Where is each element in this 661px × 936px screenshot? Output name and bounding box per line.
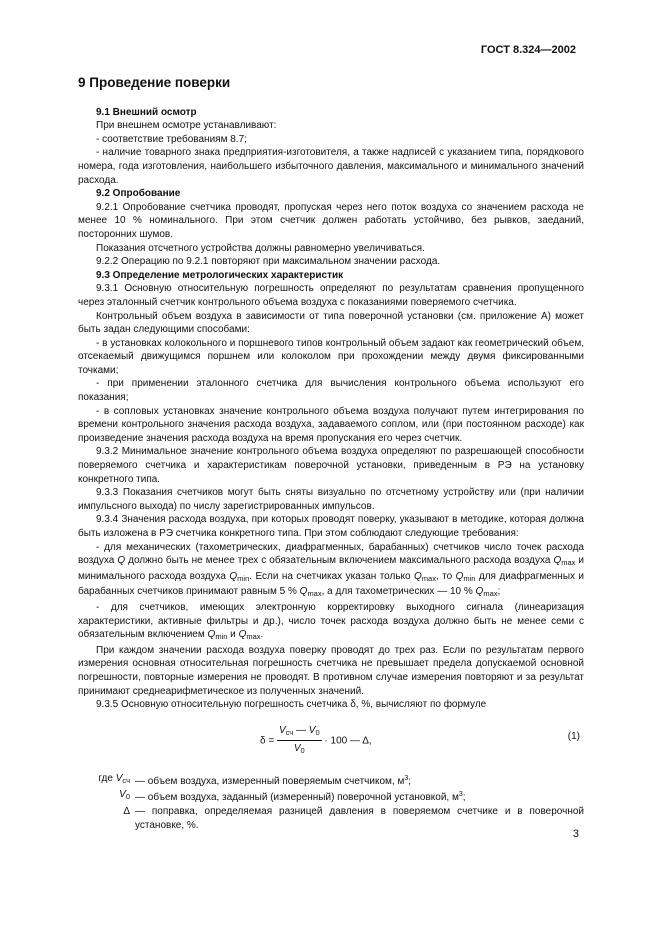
list-item: - в установках колокольного и поршневого типов контрольный объем задают как геометрический объем, отсекаемый движущимся поршнем или колоколом при прохождении между двумя фиксированными точками; [78, 337, 584, 376]
subsection-9-3-title: 9.3 Определение метрологических характеристик [96, 269, 344, 281]
list-item: - для механических (тахометрических, диафрагменных, барабанных) счетчиков число точек расхода воздуха Q должно быть не менее трех с обязательным включением максимального расхода воздуха $Q_{max}$ и минимального расхода воздуха $Q_{min}$. Если на счетчиках указан только $Q_{max}$, то $Q_{min}$ для диафрагменных и барабанных счетчиков принимают равным 5 % $Q_{max}$, а для тахометрических — 10 % $Q_{max}$; [78, 541, 585, 599]
paragraph: 9.2.2 Операцию по 9.2.1 повторяют при максимальном значении расхода. [96, 256, 441, 268]
list-item: - при применении эталонного счетчика для вычисления контрольного объема используют его показания; [78, 378, 584, 404]
list-item: - в сопловых установках значение контрольного объема воздуха получают путем интегрирования по времени контрольного значения расхода воздуха, задаваемого соплом, или (при постоянном расходе) как произведение значения расхода воздуха на время пропускания его через счетчик. [78, 405, 584, 444]
paragraph: 9.3.2 Минимальное значение контрольного объема воздуха определяют по разрешающей способности поверяемого счетчика и характеристикам поверочной установки, приведенным в РЭ на установку конкретного типа. [78, 446, 584, 485]
paragraph: 9.3.4 Значения расхода воздуха, при которых проводят поверку, указывают в методике, которая должна быть изложена в РЭ счетчика конкретного типа. При этом соблюдают следующие требования: [78, 514, 584, 539]
formula-expression: δ = $\frac{V_{сч} — V_0}{V_0}$ · 100 — Δ, [260, 724, 372, 756]
paragraph: При внешнем осмотре устанавливают: [96, 120, 277, 132]
page-number: 3 [572, 828, 579, 840]
formula-1 [78, 720, 584, 766]
paragraph: Показания отсчетного устройства должны равномерно увеличиваться. [96, 242, 425, 254]
page-body [78, 74, 584, 832]
paragraph: 9.3.1 Основную относительную погрешность определяют по результатам сравнения пропущенного через эталонный счетчик контрольного объема воздуха с показаниями поверяемого счетчика. [78, 283, 584, 308]
list-item: - соответствие требованиям 8.7; [96, 133, 247, 145]
paragraph: 9.3.3 Показания счетчиков могут быть сняты визуально по отсчетному устройству или (при наличии импульсного выхода) по числу зарегистрированных импульсов. [78, 487, 584, 512]
formula-number: (1) [567, 730, 580, 742]
where-item: Δ — поправка, определяемая разницей давления в поверяемом счетчике и в поверочной установке, %. [123, 805, 584, 831]
where-item: $V_0$ — объем воздуха, заданный (измеренный) поверочной установкой, $м^3$; [119, 789, 466, 804]
subsection-9-1-title: 9.1 Внешний осмотр [96, 106, 197, 118]
where-list [78, 772, 584, 832]
paragraph: 9.3.5 Основную относительную погрешность счетчика δ, %, вычисляют по формуле [96, 699, 487, 711]
section-title: 9 Проведение поверки [78, 75, 231, 90]
list-item: - для счетчиков, имеющих электронную корректировку выходного сигнала (линеаризация характеристики, активные фильтры и др.), число точек расхода воздуха должно быть не менее семи с обязательным включением $Q_{min}$ и $Q_{max}$. [78, 601, 584, 642]
paragraph: При каждом значении расхода воздуха поверку проводят до трех раз. Если по результатам первого измерения основная относительная погрешность счетчика не превышает предела допускаемой основной погрешности, повторные измерения не проводят. В противном случае измерения повторяют и за результат принимают среднеарифметическое из полученных значений. [78, 644, 584, 697]
paragraph: Контрольный объем воздуха в зависимости от типа поверочной установки (см. приложение А) может быть задан следующими способами: [78, 310, 584, 336]
where-item: где $V_{сч}$ — объем воздуха, измеренный поверяемым счетчиком, $м^3$; [98, 772, 412, 787]
subsection-9-2-title: 9.2 Опробование [96, 188, 181, 200]
list-item: - наличие товарного знака предприятия-изготовителя, а также надписей с указанием типа, порядкового номера, года изготовления, наибольшего избыточного давления, максимального и минимального значений расхода. [78, 147, 584, 186]
paragraph: 9.2.1 Опробование счетчика проводят, пропуская через него поток воздуха со значением расхода не менее 10 % номинального. При этом счетчик должен работать устойчиво, без рывков, заеданий, посторонних шумов. [78, 201, 584, 240]
document-header: ГОСТ 8.324—2002 [480, 44, 576, 56]
